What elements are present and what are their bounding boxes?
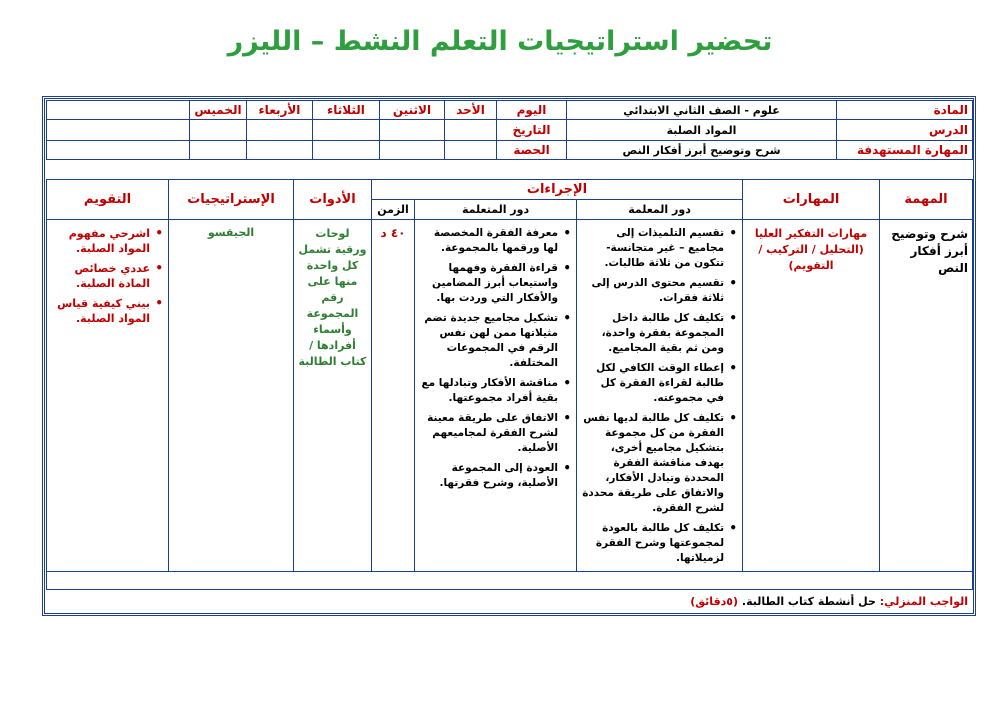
student-item: • العودة إلى المجموعة الأصلية، وشرح فقرتها.	[419, 461, 558, 491]
homework-label: الواجب المنزلي:	[879, 595, 968, 608]
skill-label: المهارة المستهدفة	[837, 141, 973, 160]
main-table	[46, 179, 973, 590]
student-item: • مناقشة الأفكار وتبادلها مع بقية أفراد مجموعتها.	[419, 376, 558, 406]
lesson-value: المواد الصلبة	[567, 120, 837, 141]
col-teacher-role: دور المعلمة	[577, 200, 743, 220]
day-label: اليوم	[497, 101, 567, 120]
date-cell-2	[380, 120, 445, 141]
col-task: المهمة	[880, 180, 973, 220]
col-evaluation: التقويم	[47, 180, 169, 220]
evaluation-item: • اشرحي مفهوم المواد الصلبة.	[51, 226, 150, 256]
teacher-item: • تكليف كل طالبة لديها نفس الفقرة من كل مجموعة بتشكيل مجاميع أخرى، بهدف مناقشة الفقرة المحددة وتبادل الأفكار، والاتفاق على طريقة محددة لشرح الفقرة.	[581, 411, 724, 516]
skills-cell: مهارات التفكير العليا (التحليل / التركيب / التقويم)	[743, 220, 880, 572]
teacher-item: • تكليف كل طالبة داخل المجموعة بفقرة واحدة، ومن ثم بقية المجاميع.	[581, 311, 724, 356]
col-student-role: دور المتعلمة	[415, 200, 577, 220]
teacher-item: • تكليف كل طالبة بالعودة لمجموعتها وشرح الفقرة لزميلاتها.	[581, 521, 724, 566]
teacher-item: • إعطاء الوقت الكافي لكل طالبة لقراءة الفقرة كل في مجموعته.	[581, 361, 724, 406]
day-tue: الثلاثاء	[313, 101, 380, 120]
homework-row	[42, 590, 976, 616]
day-mon: الاثنين	[380, 101, 445, 120]
period-cell-4	[247, 141, 313, 160]
day-sun: الأحد	[445, 101, 497, 120]
student-item: • قراءة الفقرة وفهمها واستيعاب أبرز المضامين والأفكار التي وردت بها.	[419, 261, 558, 306]
spacer-row	[47, 572, 973, 590]
period-blank	[47, 141, 190, 160]
homework-text: حل أنشطة كتاب الطالبة.	[741, 595, 876, 608]
subject-value: علوم - الصف الثاني الابتدائي	[567, 101, 837, 120]
date-cell-1	[445, 120, 497, 141]
task-cell: شرح وتوضيح أبرز أفكار النص	[880, 220, 973, 572]
col-skills: المهارات	[743, 180, 880, 220]
lesson-label: الدرس	[837, 120, 973, 141]
col-time: الزمن	[372, 200, 415, 220]
col-tools: الأدوات	[294, 180, 372, 220]
tools-cell: لوحات ورقية تشمل كل واحدة منها على رقم المجموعة وأسماء أفرادها / كتاب الطالبة	[294, 220, 372, 572]
teacher-item: • تقسيم التلميذات إلى مجاميع – غير متجانسة- تتكون من ثلاثة طالبات.	[581, 226, 724, 271]
period-cell-2	[380, 141, 445, 160]
date-label: التاريخ	[497, 120, 567, 141]
day-thu: الخميس	[190, 101, 247, 120]
evaluation-item: • عددي خصائص المادة الصلبة.	[51, 261, 150, 291]
student-item: • تشكيل مجاميع جديدة تضم مثيلاتها ممن لهن نفس الرقم في المجموعات المختلفة.	[419, 311, 558, 371]
subject-label: المادة	[837, 101, 973, 120]
date-blank	[47, 120, 190, 141]
evaluation-cell	[47, 220, 169, 572]
student-item: • معرفة الفقرة المخصصة لها ورقمها بالمجموعة.	[419, 226, 558, 256]
header-blank	[47, 101, 190, 120]
period-cell-1	[445, 141, 497, 160]
col-procedures: الإجراءات	[372, 180, 743, 200]
date-cell-4	[247, 120, 313, 141]
date-cell-5	[190, 120, 247, 141]
date-cell-3	[313, 120, 380, 141]
day-wed: الأربعاء	[247, 101, 313, 120]
col-strategies: الإستراتيجيات	[169, 180, 294, 220]
teacher-item: • تقسيم محتوى الدرس إلى ثلاثة فقرات.	[581, 276, 724, 306]
homework-duration: (٥دقائق)	[690, 595, 739, 608]
time-cell: ٤٠ د	[372, 220, 415, 572]
period-cell-3	[313, 141, 380, 160]
page-title: تحضير استراتيجيات التعلم النشط – الليزر	[227, 26, 773, 57]
strategy-cell: الجيقسو	[169, 220, 294, 572]
period-cell-5	[190, 141, 247, 160]
student-item: • الاتفاق على طريقة معينة لشرح الفقرة لمجاميعهم الأصلية.	[419, 411, 558, 456]
skill-value: شرح وتوضيح أبرز أفكار النص	[567, 141, 837, 160]
teacher-role-cell	[577, 220, 743, 572]
student-role-cell	[415, 220, 577, 572]
header-table	[46, 100, 973, 160]
evaluation-item: • بيني كيفية قياس المواد الصلبة.	[51, 296, 150, 326]
period-label: الحصة	[497, 141, 567, 160]
